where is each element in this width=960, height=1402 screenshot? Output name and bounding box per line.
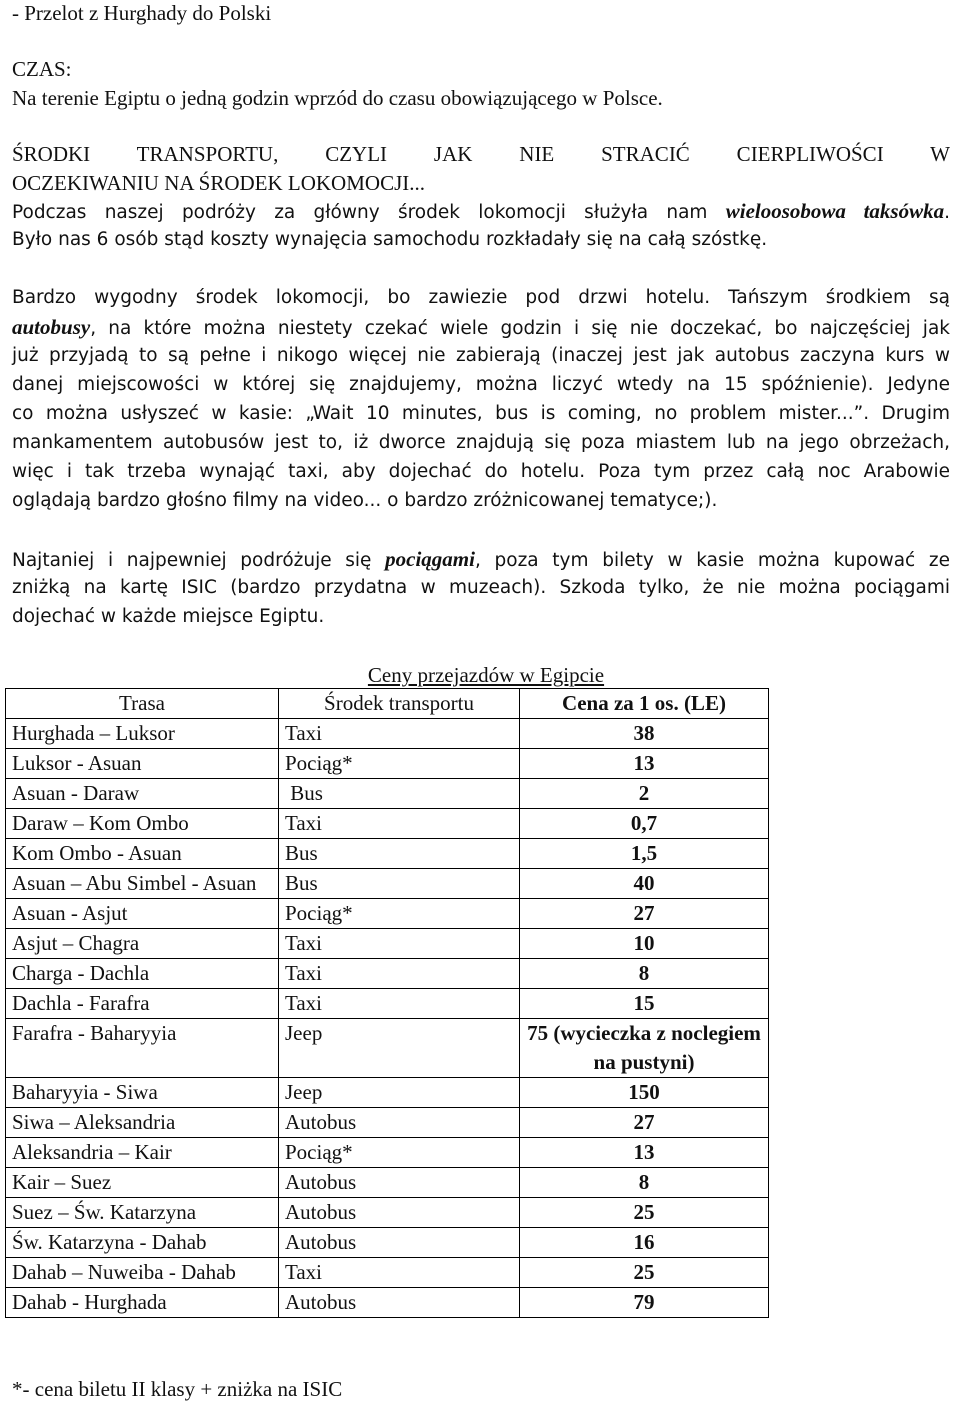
srodki-p3-line3: dojechać w każde miejsce Egiptu. — [12, 606, 325, 627]
cell-price: 40 — [520, 869, 769, 899]
table-row — [6, 1228, 769, 1258]
srodki-p2-line2 — [12, 314, 950, 342]
cell-route: Asuan - Daraw — [6, 779, 279, 809]
table-row — [6, 869, 769, 899]
cell-price: 8 — [520, 959, 769, 989]
table-row — [6, 1168, 769, 1198]
table-row — [6, 1288, 769, 1318]
cell-price: 2 — [520, 779, 769, 809]
table-row — [6, 719, 769, 749]
cell-transport: Taxi — [279, 1258, 520, 1288]
cell-transport: Taxi — [279, 929, 520, 959]
cell-route: Hurghada – Luksor — [6, 719, 279, 749]
cell-route: Dachla - Farafra — [6, 989, 279, 1019]
cell-price: 27 — [520, 1108, 769, 1138]
srodki-p3-line1 — [12, 546, 950, 574]
table-header-row — [6, 689, 769, 719]
cell-transport: Autobus — [279, 1288, 520, 1318]
cell-price: 0,7 — [520, 809, 769, 839]
cell-route: Kom Ombo - Asuan — [6, 839, 279, 869]
table-row — [6, 779, 769, 809]
cell-transport: Autobus — [279, 1108, 520, 1138]
cell-transport: Autobus — [279, 1198, 520, 1228]
cell-route: Farafra - Baharyyia — [6, 1019, 279, 1078]
intro-list-item: - Przelot z Hurghady do Polski — [12, 1, 272, 25]
srodki-p3-line1-a: Najtaniej i najpewniej podróżuje się — [12, 550, 372, 571]
srodki-p2-line7: więc i tak trzeba wynająć taxi, aby dojechać do hotelu. Poza tym przez całą noc Arabowie — [12, 461, 950, 482]
cell-route: Św. Katarzyna - Dahab — [6, 1228, 279, 1258]
cell-route: Asuan – Abu Simbel - Asuan — [6, 869, 279, 899]
srodki-p1-emph-taxi: wieloosobowa taksówka — [725, 199, 945, 223]
cell-price: 79 — [520, 1288, 769, 1318]
cell-transport: Bus — [279, 869, 520, 899]
table-row — [6, 809, 769, 839]
table-caption: Ceny przejazdów w Egipcie — [367, 663, 605, 687]
cell-price: 15 — [520, 989, 769, 1019]
cell-route: Asjut – Chagra — [6, 929, 279, 959]
header-cena: Cena za 1 os. (LE) — [520, 689, 769, 719]
price-table — [5, 688, 769, 1318]
czas-text: Na terenie Egiptu o jedną godzin wprzód do czasu obowiązującego w Polsce. — [12, 86, 663, 110]
cell-price: 1,5 — [520, 839, 769, 869]
header-trasa: Trasa — [6, 689, 279, 719]
cell-route: Siwa – Aleksandria — [6, 1108, 279, 1138]
cell-transport: Pociąg* — [279, 899, 520, 929]
cell-route: Dahab – Nuweiba - Dahab — [6, 1258, 279, 1288]
cell-price: 16 — [520, 1228, 769, 1258]
cell-transport: Bus — [279, 779, 520, 809]
srodki-heading-line2: OCZEKIWANIU NA ŚRODEK LOKOMOCJI... — [12, 171, 425, 195]
cell-transport: Pociąg* — [279, 1138, 520, 1168]
srodki-p1-line1-a: Podczas naszej podróży za główny środek lokomocji służyła nam — [12, 202, 708, 223]
cell-route: Suez – Św. Katarzyna — [6, 1198, 279, 1228]
table-row — [6, 929, 769, 959]
cell-route: Baharyyia - Siwa — [6, 1078, 279, 1108]
table-row — [6, 839, 769, 869]
cell-route: Dahab - Hurghada — [6, 1288, 279, 1318]
header-srodek-transportu: Środek transportu — [279, 689, 520, 719]
srodki-p2-emph-autobusy: autobusy — [12, 315, 91, 339]
cell-price: 13 — [520, 1138, 769, 1168]
table-row — [6, 1258, 769, 1288]
cell-transport: Autobus — [279, 1228, 520, 1258]
srodki-p2-line8: oglądają bardzo głośno filmy na video... o bardzo zróżnicowanej tematyce;). — [12, 490, 718, 511]
cell-transport: Taxi — [279, 959, 520, 989]
table-row — [6, 899, 769, 929]
cell-route: Asuan - Asjut — [6, 899, 279, 929]
cell-transport: Bus — [279, 839, 520, 869]
table-row — [6, 959, 769, 989]
cell-route: Daraw – Kom Ombo — [6, 809, 279, 839]
srodki-p1-line2: Było nas 6 osób stąd koszty wynajęcia samochodu rozkładały się na całą szóstkę. — [12, 229, 768, 250]
srodki-p3-line2: zniżką na kartę ISIC (bardzo przydatna w muzeach). Szkoda tylko, że nie można pociągami — [12, 577, 950, 598]
cell-price: 25 — [520, 1198, 769, 1228]
table-row — [6, 1078, 769, 1108]
srodki-p2-line3: już przyjadą to są pełne i nikogo więcej nie zabierają (inaczej jest jak autobus zaczyna kurs w — [12, 345, 950, 366]
srodki-p2-line4: danej miejscowości w której się znajdujemy, można liczyć wtedy na 15 spóźnienie). Jedyne — [12, 374, 950, 395]
srodki-p2-line6: mankamentem autobusów jest to, iż dworce znajdują się poza miastem lub na jego obrzeżach, — [12, 432, 950, 453]
cell-price: 13 — [520, 749, 769, 779]
table-row — [6, 1019, 769, 1078]
srodki-p2-line2-b: , na które można niestety czekać wiele godzin i się nie doczekać, bo najczęściej jak — [90, 318, 950, 339]
czas-heading: CZAS: — [12, 57, 72, 81]
table-row — [6, 989, 769, 1019]
cell-route: Luksor - Asuan — [6, 749, 279, 779]
cell-price: 25 — [520, 1258, 769, 1288]
price-table-body — [6, 689, 769, 1318]
cell-transport: Taxi — [279, 989, 520, 1019]
cell-transport: Autobus — [279, 1168, 520, 1198]
cell-price: 10 — [520, 929, 769, 959]
cell-route: Kair – Suez — [6, 1168, 279, 1198]
srodki-p1-line1 — [12, 198, 950, 226]
cell-transport: Taxi — [279, 809, 520, 839]
cell-transport: Jeep — [279, 1078, 520, 1108]
cell-route: Charga - Dachla — [6, 959, 279, 989]
srodki-heading-line1: ŚRODKI TRANSPORTU, CZYLI JAK NIE STRACIĆ CIERPLIWOŚCI W — [12, 142, 950, 166]
cell-transport: Pociąg* — [279, 749, 520, 779]
cell-price: 75 (wycieczka z noclegiem na pustyni) — [520, 1019, 769, 1078]
table-row — [6, 1198, 769, 1228]
cell-price: 27 — [520, 899, 769, 929]
srodki-p3-line1-c: , poza tym bilety w kasie można kupować ze — [474, 550, 950, 571]
srodki-p1-line1-c: . — [944, 202, 950, 223]
srodki-p2-line1: Bardzo wygodny środek lokomocji, bo zawiezie pod drzwi hotelu. Tańszym środkiem są — [12, 287, 950, 308]
srodki-p3-emph-pociagami: pociągami — [385, 547, 475, 571]
cell-route: Aleksandria – Kair — [6, 1138, 279, 1168]
cell-price: 8 — [520, 1168, 769, 1198]
srodki-p2-line5: co można usłyszeć w kasie: „Wait 10 minutes, bus is coming, no problem mister...”. Drugim — [12, 403, 950, 424]
cell-transport: Jeep — [279, 1019, 520, 1078]
table-row — [6, 1108, 769, 1138]
table-footnote: *- cena biletu II klasy + zniżka na ISIC — [12, 1377, 343, 1401]
cell-price: 150 — [520, 1078, 769, 1108]
cell-transport: Taxi — [279, 719, 520, 749]
cell-price: 38 — [520, 719, 769, 749]
table-row — [6, 1138, 769, 1168]
table-row — [6, 749, 769, 779]
